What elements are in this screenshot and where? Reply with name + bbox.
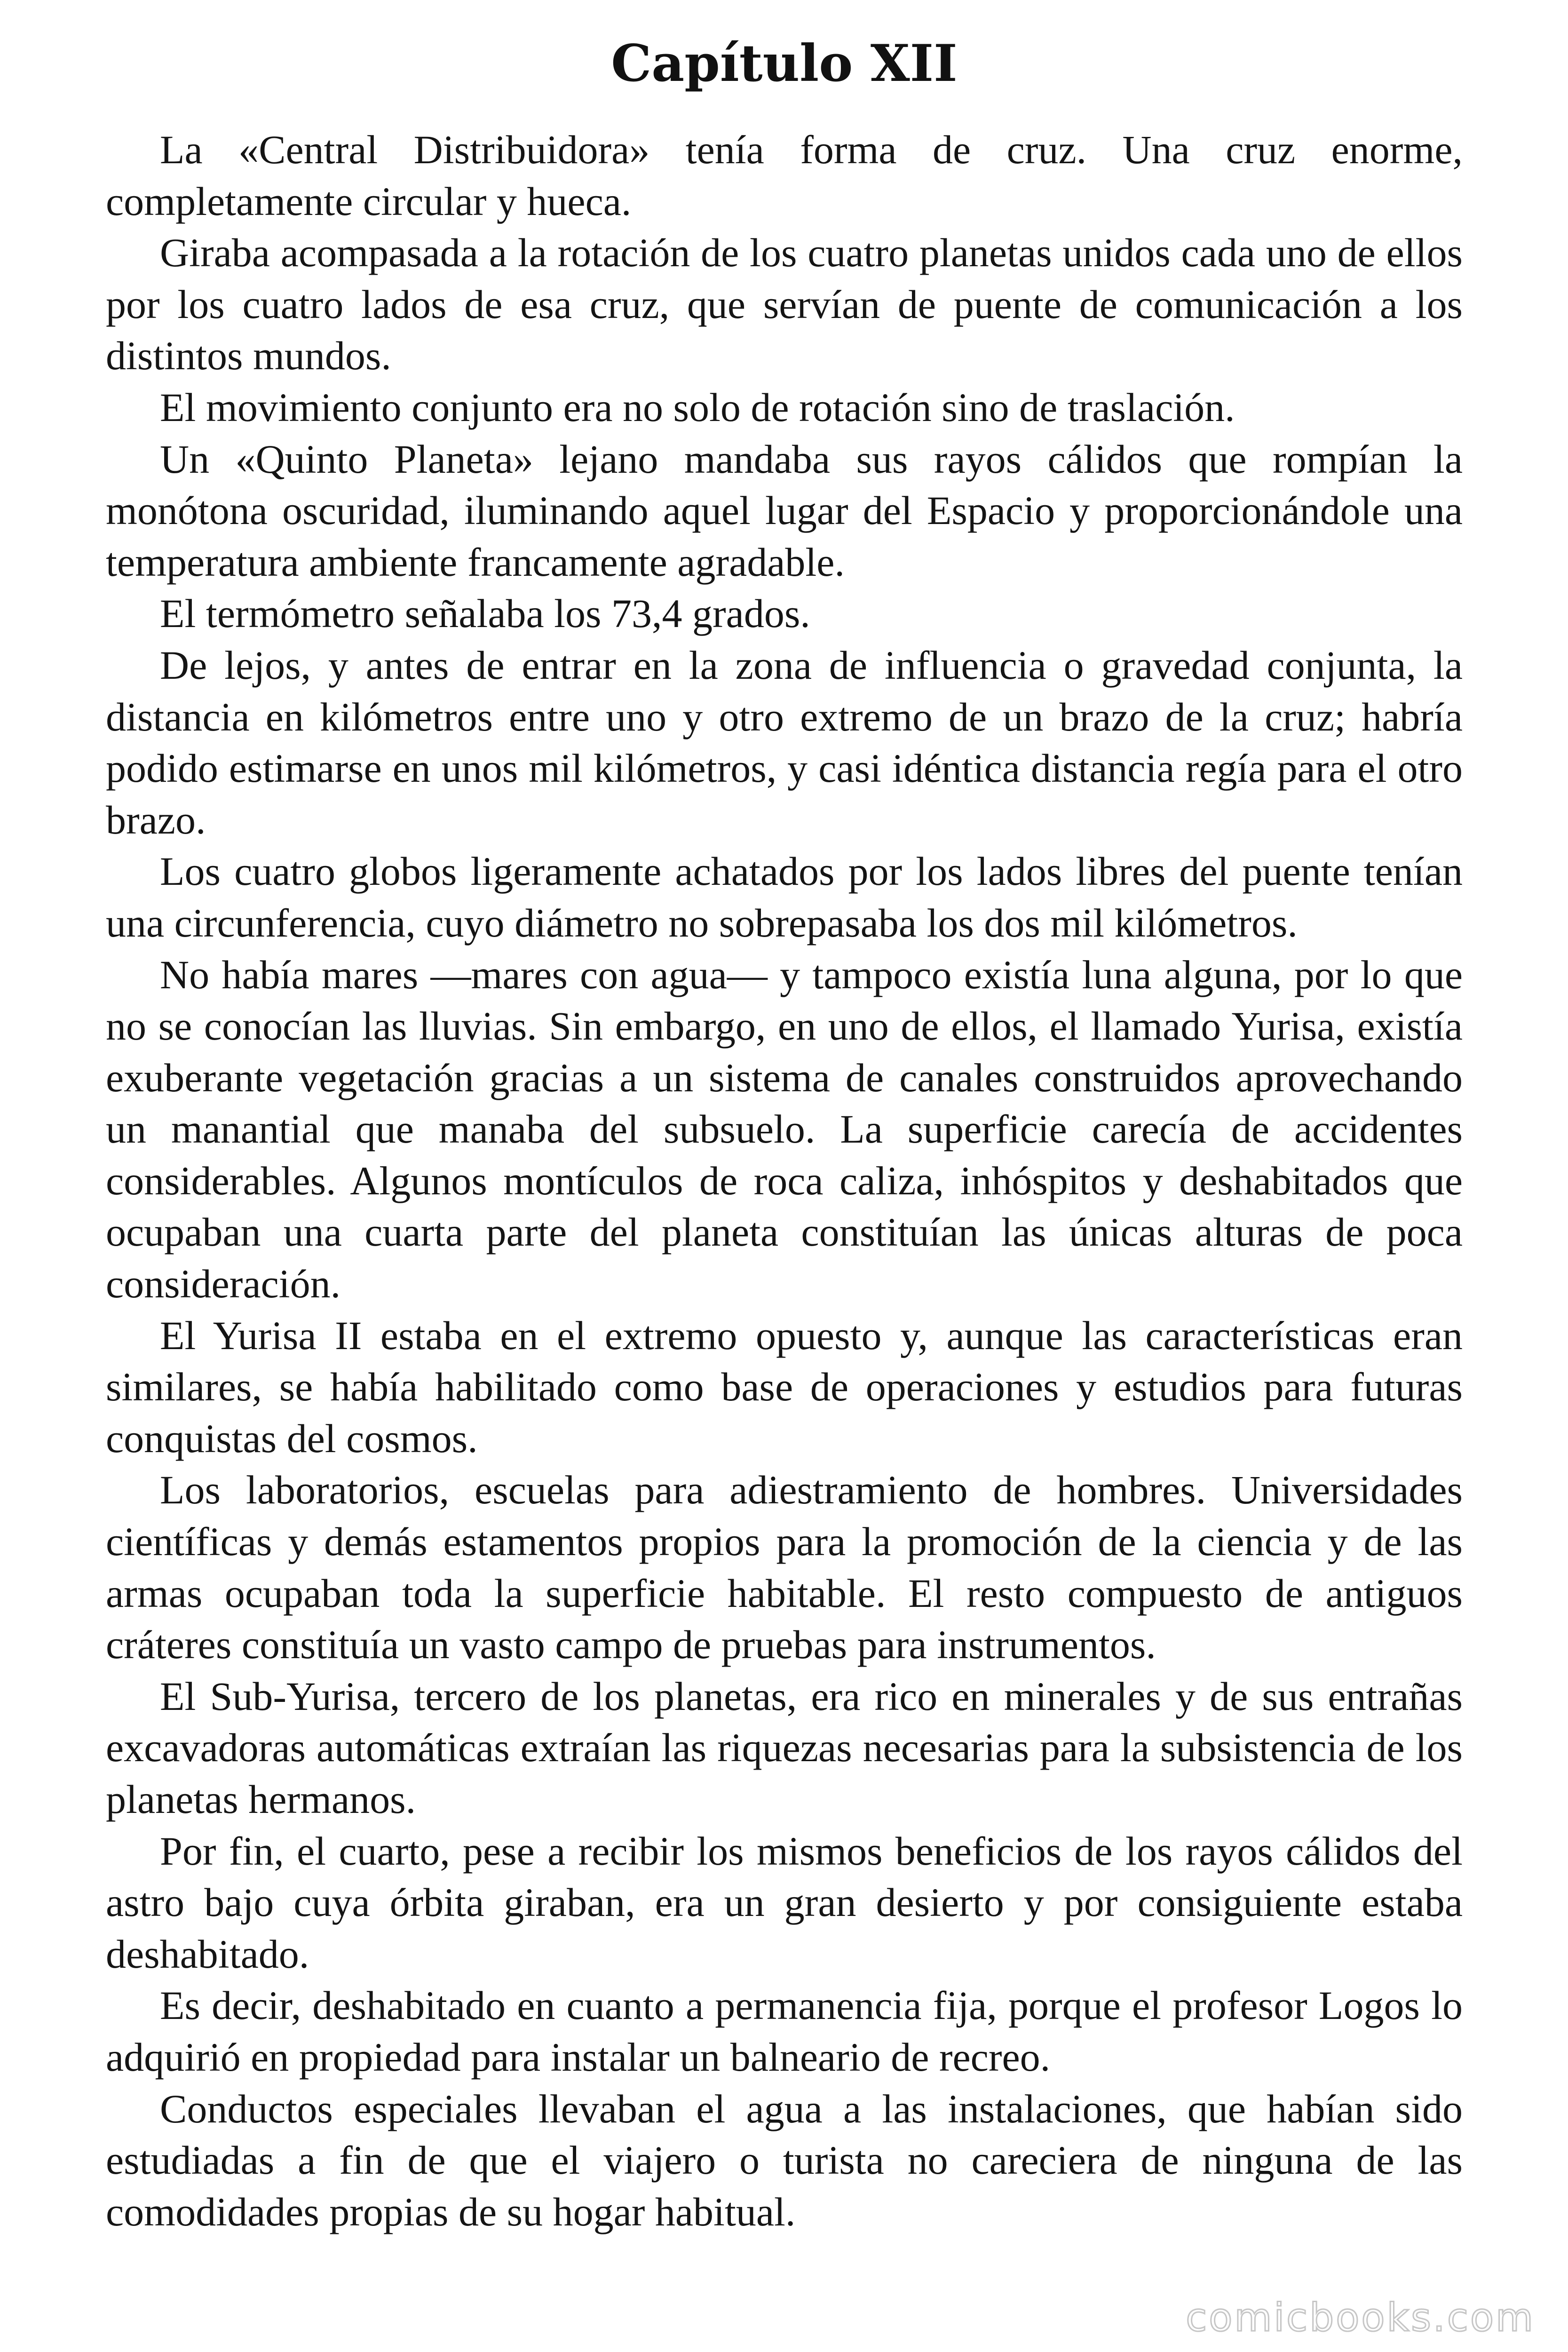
paragraph: El movimiento conjunto era no solo de rotación sino de traslación.	[160, 384, 1235, 430]
paragraph: El termómetro señalaba los 73,4 grados.	[160, 591, 810, 636]
paragraph: El Sub-Yurisa, tercero de los planetas, era rico en minerales y de sus entrañas excavadoras automáticas extraían las riquezas necesarias para la subsistencia de los planetas hermanos.	[106, 1673, 1463, 1822]
paragraph: La «Central Distribuidora» tenía forma de cruz. Una cruz enorme, completamente circular y hueca.	[106, 127, 1463, 224]
paragraph: Giraba acompasada a la rotación de los cuatro planetas unidos cada uno de ellos por los cuatro lados de esa cruz, que servían de puente de comunicación a los distintos mundos.	[106, 230, 1463, 379]
watermark: comicbooks.com	[1186, 2296, 1535, 2340]
book-page	[106, 28, 1463, 2324]
paragraph: El Yurisa II estaba en el extremo opuesto y, aunque las características eran similares, se había habilitado como base de operaciones y estudios para futuras conquistas del cosmos.	[106, 1312, 1463, 1461]
paragraph: Un «Quinto Planeta» lejano mandaba sus rayos cálidos que rompían la monótona oscuridad, iluminando aquel lugar del Espacio y proporcionándole una temperatura ambiente francamente agradable.	[106, 436, 1463, 585]
paragraph: Conductos especiales llevaban el agua a las instalaciones, que habían sido estudiadas a fin de que el viajero o turista no careciera de ninguna de las comodidades propias de su hogar habitual.	[106, 2086, 1463, 2234]
paragraph: No había mares —mares con agua— y tampoco existía luna alguna, por lo que no se conocían las lluvias. Sin embargo, en uno de ellos, el llamado Yurisa, existía exuberante vegetación gracias a un sistema de canales construidos aprovechando un manantial que manaba del subsuelo. La superficie carecía de accidentes considerables. Algunos montículos de roca caliza, inhóspitos y deshabitados que ocupaban una cuarta parte del planeta constituían las únicas alturas de poca consideración.	[106, 952, 1463, 1307]
chapter-title: Capítulo XII	[611, 34, 958, 93]
chapter-body	[106, 124, 1463, 2238]
paragraph: Los laboratorios, escuelas para adiestramiento de hombres. Universidades científicas y demás estamentos propios para la promoción de la ciencia y de las armas ocupaban toda la superficie habitable. El resto compuesto de antiguos cráteres constituía un vasto campo de pruebas para instrumentos.	[106, 1467, 1463, 1668]
paragraph: De lejos, y antes de entrar en la zona de influencia o gravedad conjunta, la distancia en kilómetros entre uno y otro extremo de un brazo de la cruz; habría podido estimarse en unos mil kilómetros, y casi idéntica distancia regía para el otro brazo.	[106, 642, 1463, 842]
paragraph: Los cuatro globos ligeramente achatados por los lados libres del puente tenían una circunferencia, cuyo diámetro no sobrepasaba los dos mil kilómetros.	[106, 849, 1463, 946]
paragraph: Por fin, el cuarto, pese a recibir los mismos beneficios de los rayos cálidos del astro bajo cuya órbita giraban, era un gran desierto y por consiguiente estaba deshabitado.	[106, 1828, 1463, 1977]
paragraph: Es decir, deshabitado en cuanto a permanencia fija, porque el profesor Logos lo adquirió en propiedad para instalar un balneario de recreo.	[106, 1983, 1463, 2080]
